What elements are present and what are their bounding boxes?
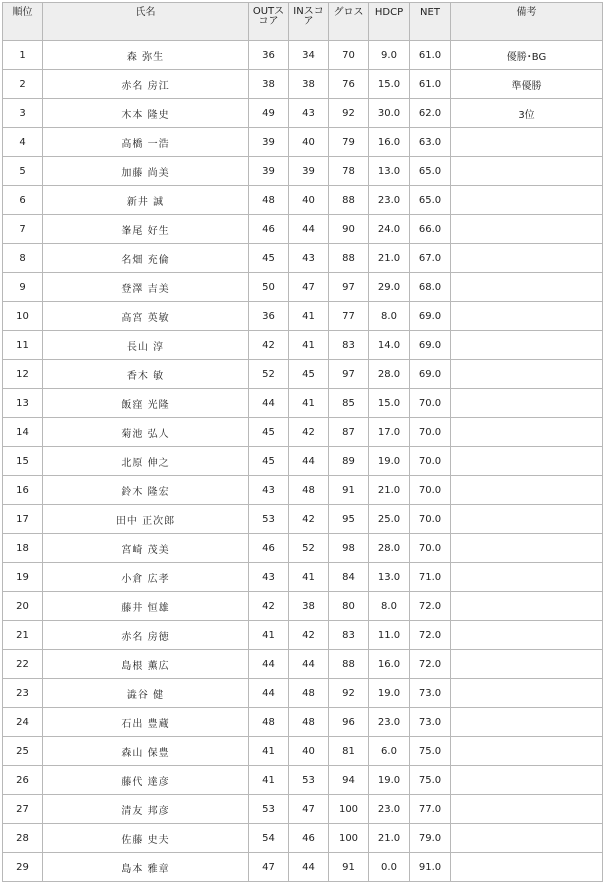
- table-row: [3, 650, 603, 679]
- cell-name: 佐藤 史夫: [43, 824, 249, 853]
- cell-out-score: 43: [249, 563, 289, 592]
- cell-name: 石出 豊蔵: [43, 708, 249, 737]
- cell-name: 菊池 弘人: [43, 418, 249, 447]
- cell-net: 75.0: [410, 766, 451, 795]
- cell-note: 優勝･BG: [451, 41, 603, 70]
- cell-name: 鈴木 隆宏: [43, 476, 249, 505]
- cell-in-score: 39: [289, 157, 329, 186]
- cell-name: 小倉 広孝: [43, 563, 249, 592]
- cell-gross: 97: [329, 360, 369, 389]
- cell-hdcp: 24.0: [369, 215, 410, 244]
- cell-in-score: 34: [289, 41, 329, 70]
- cell-note: [451, 824, 603, 853]
- cell-rank: 14: [3, 418, 43, 447]
- cell-hdcp: 17.0: [369, 418, 410, 447]
- cell-gross: 70: [329, 41, 369, 70]
- cell-hdcp: 30.0: [369, 99, 410, 128]
- cell-gross: 97: [329, 273, 369, 302]
- cell-rank: 3: [3, 99, 43, 128]
- cell-gross: 94: [329, 766, 369, 795]
- table-row: [3, 708, 603, 737]
- cell-hdcp: 19.0: [369, 447, 410, 476]
- cell-net: 62.0: [410, 99, 451, 128]
- cell-out-score: 36: [249, 302, 289, 331]
- cell-rank: 15: [3, 447, 43, 476]
- cell-rank: 25: [3, 737, 43, 766]
- cell-hdcp: 15.0: [369, 389, 410, 418]
- cell-hdcp: 8.0: [369, 592, 410, 621]
- table-row: [3, 766, 603, 795]
- cell-in-score: 42: [289, 418, 329, 447]
- cell-in-score: 46: [289, 824, 329, 853]
- cell-out-score: 44: [249, 650, 289, 679]
- cell-gross: 88: [329, 650, 369, 679]
- cell-gross: 83: [329, 621, 369, 650]
- cell-note: 3位: [451, 99, 603, 128]
- cell-name: 藤代 達彦: [43, 766, 249, 795]
- table-row: [3, 795, 603, 824]
- cell-gross: 76: [329, 70, 369, 99]
- cell-gross: 100: [329, 824, 369, 853]
- cell-rank: 28: [3, 824, 43, 853]
- cell-gross: 80: [329, 592, 369, 621]
- cell-hdcp: 6.0: [369, 737, 410, 766]
- cell-in-score: 38: [289, 70, 329, 99]
- cell-name: 北原 伸之: [43, 447, 249, 476]
- cell-note: [451, 708, 603, 737]
- cell-note: [451, 476, 603, 505]
- cell-note: [451, 273, 603, 302]
- cell-gross: 96: [329, 708, 369, 737]
- cell-rank: 29: [3, 853, 43, 882]
- cell-rank: 19: [3, 563, 43, 592]
- cell-rank: 5: [3, 157, 43, 186]
- cell-gross: 78: [329, 157, 369, 186]
- cell-net: 70.0: [410, 418, 451, 447]
- table-row: [3, 186, 603, 215]
- header-out-score: OUTスコア: [249, 3, 289, 41]
- table-row: [3, 679, 603, 708]
- cell-gross: 95: [329, 505, 369, 534]
- cell-out-score: 42: [249, 592, 289, 621]
- cell-gross: 89: [329, 447, 369, 476]
- table-row: [3, 505, 603, 534]
- cell-out-score: 44: [249, 679, 289, 708]
- table-row: [3, 99, 603, 128]
- cell-name: 赤名 房江: [43, 70, 249, 99]
- table-row: [3, 476, 603, 505]
- table-row: [3, 331, 603, 360]
- cell-out-score: 43: [249, 476, 289, 505]
- cell-net: 75.0: [410, 737, 451, 766]
- cell-note: [451, 853, 603, 882]
- table-row: [3, 70, 603, 99]
- table-row: [3, 447, 603, 476]
- cell-name: 峯尾 好生: [43, 215, 249, 244]
- cell-in-score: 41: [289, 389, 329, 418]
- cell-out-score: 45: [249, 447, 289, 476]
- cell-hdcp: 9.0: [369, 41, 410, 70]
- cell-out-score: 49: [249, 99, 289, 128]
- cell-hdcp: 14.0: [369, 331, 410, 360]
- cell-in-score: 42: [289, 621, 329, 650]
- cell-hdcp: 16.0: [369, 128, 410, 157]
- cell-net: 63.0: [410, 128, 451, 157]
- cell-gross: 85: [329, 389, 369, 418]
- cell-name: 藤井 恒雄: [43, 592, 249, 621]
- cell-note: 準優勝: [451, 70, 603, 99]
- cell-note: [451, 679, 603, 708]
- cell-in-score: 44: [289, 650, 329, 679]
- cell-out-score: 41: [249, 621, 289, 650]
- cell-note: [451, 447, 603, 476]
- table-row: [3, 157, 603, 186]
- table-row: [3, 563, 603, 592]
- cell-net: 77.0: [410, 795, 451, 824]
- cell-gross: 81: [329, 737, 369, 766]
- cell-in-score: 45: [289, 360, 329, 389]
- cell-name: 飯窪 光隆: [43, 389, 249, 418]
- cell-hdcp: 11.0: [369, 621, 410, 650]
- cell-net: 61.0: [410, 41, 451, 70]
- cell-name: 香木 敏: [43, 360, 249, 389]
- cell-hdcp: 29.0: [369, 273, 410, 302]
- cell-name: 木本 隆史: [43, 99, 249, 128]
- cell-hdcp: 28.0: [369, 534, 410, 563]
- cell-rank: 27: [3, 795, 43, 824]
- cell-note: [451, 389, 603, 418]
- cell-out-score: 44: [249, 389, 289, 418]
- cell-note: [451, 128, 603, 157]
- table-row: [3, 824, 603, 853]
- cell-name: 長山 淳: [43, 331, 249, 360]
- cell-net: 69.0: [410, 331, 451, 360]
- cell-rank: 13: [3, 389, 43, 418]
- cell-note: [451, 592, 603, 621]
- cell-hdcp: 8.0: [369, 302, 410, 331]
- cell-net: 70.0: [410, 534, 451, 563]
- cell-note: [451, 157, 603, 186]
- cell-hdcp: 19.0: [369, 679, 410, 708]
- cell-net: 65.0: [410, 186, 451, 215]
- cell-out-score: 48: [249, 186, 289, 215]
- cell-gross: 79: [329, 128, 369, 157]
- cell-net: 65.0: [410, 157, 451, 186]
- cell-note: [451, 505, 603, 534]
- cell-hdcp: 15.0: [369, 70, 410, 99]
- cell-name: 新井 誠: [43, 186, 249, 215]
- cell-note: [451, 650, 603, 679]
- cell-rank: 12: [3, 360, 43, 389]
- cell-gross: 77: [329, 302, 369, 331]
- header-in-score: INスコア: [289, 3, 329, 41]
- table-row: [3, 244, 603, 273]
- cell-rank: 9: [3, 273, 43, 302]
- cell-note: [451, 215, 603, 244]
- cell-out-score: 54: [249, 824, 289, 853]
- cell-gross: 98: [329, 534, 369, 563]
- cell-in-score: 52: [289, 534, 329, 563]
- table-row: [3, 592, 603, 621]
- header-name: 氏名: [43, 3, 249, 41]
- cell-out-score: 52: [249, 360, 289, 389]
- cell-net: 70.0: [410, 505, 451, 534]
- cell-out-score: 38: [249, 70, 289, 99]
- cell-net: 70.0: [410, 476, 451, 505]
- cell-note: [451, 360, 603, 389]
- header-note: 備考: [451, 3, 603, 41]
- cell-hdcp: 13.0: [369, 157, 410, 186]
- cell-net: 61.0: [410, 70, 451, 99]
- cell-net: 70.0: [410, 389, 451, 418]
- table-row: [3, 128, 603, 157]
- cell-hdcp: 23.0: [369, 795, 410, 824]
- cell-hdcp: 28.0: [369, 360, 410, 389]
- header-hdcp: HDCP: [369, 3, 410, 41]
- cell-rank: 4: [3, 128, 43, 157]
- cell-rank: 8: [3, 244, 43, 273]
- cell-out-score: 46: [249, 215, 289, 244]
- cell-gross: 91: [329, 853, 369, 882]
- cell-net: 72.0: [410, 621, 451, 650]
- cell-note: [451, 621, 603, 650]
- cell-hdcp: 25.0: [369, 505, 410, 534]
- cell-net: 72.0: [410, 592, 451, 621]
- cell-gross: 92: [329, 99, 369, 128]
- cell-name: 高宮 英敏: [43, 302, 249, 331]
- cell-name: 清友 邦彦: [43, 795, 249, 824]
- cell-net: 67.0: [410, 244, 451, 273]
- cell-rank: 17: [3, 505, 43, 534]
- cell-hdcp: 0.0: [369, 853, 410, 882]
- cell-gross: 88: [329, 186, 369, 215]
- table-body: [3, 41, 603, 882]
- cell-in-score: 43: [289, 99, 329, 128]
- cell-hdcp: 21.0: [369, 824, 410, 853]
- cell-rank: 22: [3, 650, 43, 679]
- cell-note: [451, 186, 603, 215]
- cell-in-score: 41: [289, 563, 329, 592]
- cell-name: 名畑 充倫: [43, 244, 249, 273]
- cell-name: 森山 保豊: [43, 737, 249, 766]
- cell-net: 71.0: [410, 563, 451, 592]
- table-row: [3, 215, 603, 244]
- results-table: [2, 2, 603, 882]
- cell-out-score: 36: [249, 41, 289, 70]
- cell-note: [451, 418, 603, 447]
- cell-out-score: 42: [249, 331, 289, 360]
- cell-gross: 87: [329, 418, 369, 447]
- cell-rank: 11: [3, 331, 43, 360]
- cell-note: [451, 795, 603, 824]
- table-row: [3, 621, 603, 650]
- cell-hdcp: 23.0: [369, 186, 410, 215]
- cell-hdcp: 21.0: [369, 476, 410, 505]
- cell-gross: 83: [329, 331, 369, 360]
- cell-in-score: 44: [289, 215, 329, 244]
- cell-name: 森 弥生: [43, 41, 249, 70]
- cell-note: [451, 331, 603, 360]
- cell-net: 91.0: [410, 853, 451, 882]
- cell-rank: 6: [3, 186, 43, 215]
- cell-net: 68.0: [410, 273, 451, 302]
- cell-note: [451, 563, 603, 592]
- cell-rank: 7: [3, 215, 43, 244]
- cell-in-score: 44: [289, 853, 329, 882]
- cell-hdcp: 13.0: [369, 563, 410, 592]
- cell-in-score: 40: [289, 128, 329, 157]
- header-rank: 順位: [3, 3, 43, 41]
- cell-name: 島根 薫広: [43, 650, 249, 679]
- cell-name: 高橋 一浩: [43, 128, 249, 157]
- cell-name: 登澤 吉美: [43, 273, 249, 302]
- cell-rank: 24: [3, 708, 43, 737]
- cell-net: 73.0: [410, 708, 451, 737]
- table-row: [3, 853, 603, 882]
- cell-in-score: 41: [289, 302, 329, 331]
- table-row: [3, 534, 603, 563]
- cell-rank: 26: [3, 766, 43, 795]
- cell-name: 澁谷 健: [43, 679, 249, 708]
- cell-in-score: 40: [289, 737, 329, 766]
- cell-note: [451, 737, 603, 766]
- cell-out-score: 48: [249, 708, 289, 737]
- cell-name: 宮崎 茂美: [43, 534, 249, 563]
- cell-net: 69.0: [410, 302, 451, 331]
- table-row: [3, 273, 603, 302]
- cell-gross: 84: [329, 563, 369, 592]
- cell-out-score: 45: [249, 244, 289, 273]
- header-gross: グロス: [329, 3, 369, 41]
- cell-net: 73.0: [410, 679, 451, 708]
- cell-rank: 16: [3, 476, 43, 505]
- cell-in-score: 41: [289, 331, 329, 360]
- cell-note: [451, 534, 603, 563]
- cell-in-score: 40: [289, 186, 329, 215]
- table-row: [3, 389, 603, 418]
- cell-in-score: 38: [289, 592, 329, 621]
- cell-hdcp: 23.0: [369, 708, 410, 737]
- table-row: [3, 418, 603, 447]
- cell-rank: 23: [3, 679, 43, 708]
- table-header: [3, 3, 603, 41]
- cell-gross: 90: [329, 215, 369, 244]
- table-row: [3, 737, 603, 766]
- cell-note: [451, 244, 603, 273]
- cell-in-score: 48: [289, 476, 329, 505]
- cell-out-score: 47: [249, 853, 289, 882]
- cell-rank: 18: [3, 534, 43, 563]
- cell-in-score: 43: [289, 244, 329, 273]
- cell-net: 70.0: [410, 447, 451, 476]
- cell-out-score: 53: [249, 505, 289, 534]
- cell-note: [451, 302, 603, 331]
- cell-rank: 21: [3, 621, 43, 650]
- table-row: [3, 360, 603, 389]
- cell-gross: 92: [329, 679, 369, 708]
- cell-rank: 2: [3, 70, 43, 99]
- cell-out-score: 45: [249, 418, 289, 447]
- table-row: [3, 302, 603, 331]
- header-net: NET: [410, 3, 451, 41]
- cell-rank: 20: [3, 592, 43, 621]
- cell-rank: 10: [3, 302, 43, 331]
- cell-net: 79.0: [410, 824, 451, 853]
- cell-net: 72.0: [410, 650, 451, 679]
- cell-out-score: 41: [249, 737, 289, 766]
- cell-in-score: 47: [289, 795, 329, 824]
- cell-name: 赤名 房徳: [43, 621, 249, 650]
- cell-gross: 88: [329, 244, 369, 273]
- cell-in-score: 48: [289, 708, 329, 737]
- cell-in-score: 42: [289, 505, 329, 534]
- cell-in-score: 47: [289, 273, 329, 302]
- header-row: [3, 3, 603, 41]
- cell-gross: 91: [329, 476, 369, 505]
- cell-hdcp: 16.0: [369, 650, 410, 679]
- cell-out-score: 39: [249, 157, 289, 186]
- cell-name: 加藤 尚美: [43, 157, 249, 186]
- cell-hdcp: 21.0: [369, 244, 410, 273]
- cell-in-score: 44: [289, 447, 329, 476]
- cell-gross: 100: [329, 795, 369, 824]
- cell-name: 田中 正次郎: [43, 505, 249, 534]
- cell-hdcp: 19.0: [369, 766, 410, 795]
- cell-net: 69.0: [410, 360, 451, 389]
- cell-note: [451, 766, 603, 795]
- cell-in-score: 48: [289, 679, 329, 708]
- cell-net: 66.0: [410, 215, 451, 244]
- cell-out-score: 41: [249, 766, 289, 795]
- cell-in-score: 53: [289, 766, 329, 795]
- cell-rank: 1: [3, 41, 43, 70]
- cell-out-score: 53: [249, 795, 289, 824]
- cell-out-score: 50: [249, 273, 289, 302]
- cell-name: 島本 雅章: [43, 853, 249, 882]
- table-row: [3, 41, 603, 70]
- cell-out-score: 46: [249, 534, 289, 563]
- cell-out-score: 39: [249, 128, 289, 157]
